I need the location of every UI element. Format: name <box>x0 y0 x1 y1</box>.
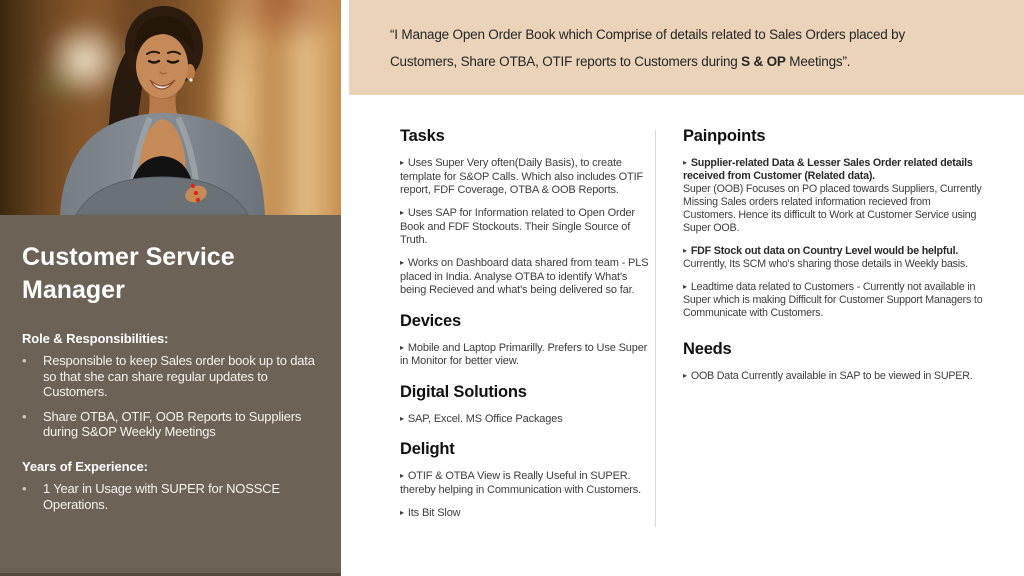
right-column <box>683 128 983 392</box>
digital-solution-item-text: SAP, Excel. MS Office Packages <box>407 412 563 425</box>
persona-title: Customer Service Manager <box>22 243 235 304</box>
arrow-bullet-icon: ▸ <box>400 158 404 167</box>
painpoint-item-bold: FDF Stock out data on Country Level would be helpful. <box>690 245 959 257</box>
painpoint-item-text: Currently, Its SCM who's sharing those details in Weekly basis. <box>683 258 968 270</box>
quote-part-before: “I Manage Open Order Book which Comprise of details related to Sales Orders placed by Customers, Share OTBA, OTIF reports to Customers during <box>390 27 906 69</box>
role-list <box>22 353 317 440</box>
arrow-bullet-icon: ▸ <box>400 471 404 480</box>
experience-item-text: 1 Year in Usage with SUPER for NOSSCE Operations. <box>43 481 280 512</box>
task-item-text: Uses Super Very often(Daily Basis), to create template for S&OP Calls. Which also includes OTIF report, FDF Coverage, OTBA & OOB Reports. <box>400 157 644 196</box>
nail-polish-icon <box>191 184 195 188</box>
device-item <box>400 341 653 369</box>
list-item <box>22 353 317 400</box>
painpoint-item-text: Leadtime data related to Customers - Currently not available in Super which is making Difficult for Customer Support Managers to Communicate with Customers. <box>683 281 983 319</box>
task-item <box>400 156 653 198</box>
arrow-bullet-icon: ▸ <box>683 282 687 291</box>
column-divider <box>655 130 656 527</box>
delight-item <box>400 506 653 521</box>
painpoint-item <box>683 280 983 320</box>
list-item <box>22 481 317 512</box>
section-heading-devices: Devices <box>400 311 461 330</box>
need-item-text: OOB Data Currently available in SAP to be viewed in SUPER. <box>690 370 973 382</box>
section-heading-needs: Needs <box>683 340 732 358</box>
dot-bullet-icon: • <box>22 408 27 424</box>
section-heading-painpoints: Painpoints <box>683 127 766 145</box>
task-item <box>400 206 653 248</box>
experience-heading: Years of Experience: <box>22 459 148 474</box>
task-item-text: Works on Dashboard data shared from team - PLS placed in India. Analyse OTBA to identify What's being Recieved and what's being delivered so far. <box>400 257 649 296</box>
nail-polish-icon <box>194 191 198 195</box>
task-item-text: Uses SAP for Information related to Open Order Book and FDF Stockouts. Their Single Source of Truth. <box>400 207 635 246</box>
experience-list <box>22 481 317 512</box>
nail-polish-icon <box>196 198 200 202</box>
delight-item-text: OTIF & OTBA View is Really Useful in SUPER. thereby helping in Communication with Customers. <box>400 470 642 496</box>
profile-panel <box>0 215 341 576</box>
painpoint-item-bold: Supplier-related Data & Lesser Sales Order related details received from Customer (Related data). <box>683 157 973 182</box>
earring-icon <box>189 78 192 81</box>
painpoint-item <box>683 156 983 235</box>
dot-bullet-icon: • <box>22 481 27 496</box>
quote-banner <box>349 0 1024 95</box>
role-item-text: Share OTBA, OTIF, OOB Reports to Suppliers during S&OP Weekly Meetings <box>43 408 302 439</box>
digital-solution-item <box>400 412 653 427</box>
arrow-bullet-icon: ▸ <box>683 371 687 380</box>
arrow-bullet-icon: ▸ <box>400 342 404 352</box>
quote-part-after: Meetings”. <box>785 54 851 69</box>
dot-bullet-icon: • <box>22 353 27 368</box>
left-column <box>400 128 653 529</box>
list-item <box>22 409 317 440</box>
arrow-bullet-icon: ▸ <box>683 246 687 255</box>
role-item-text: Responsible to keep Sales order book up to data so that she can share regular updates to Customers. <box>43 353 315 399</box>
painpoint-item <box>683 244 983 271</box>
profile-photo <box>0 0 341 215</box>
task-item <box>400 256 653 298</box>
quote-bold: S & OP <box>741 54 786 69</box>
section-heading-tasks: Tasks <box>400 127 445 145</box>
arrow-bullet-icon: ▸ <box>400 413 404 423</box>
device-item-text: Mobile and Laptop Primarilly. Prefers to Use Super in Monitor for better view. <box>400 341 648 367</box>
need-item <box>683 369 983 383</box>
arrow-bullet-icon: ▸ <box>683 158 687 167</box>
arrow-bullet-icon: ▸ <box>400 258 404 267</box>
painpoint-item-text: Super (OOB) Focuses on PO placed towards Suppliers, Currently Missing Sales orders related information recieved from Customers. Hence its difficult to Work at Customer Service using Super OOB. <box>683 183 982 234</box>
delight-item-text: Its Bit Slow <box>407 506 461 519</box>
arrow-bullet-icon: ▸ <box>400 208 404 217</box>
section-heading-digital-solutions: Digital Solutions <box>400 382 527 401</box>
delight-item <box>400 469 653 497</box>
section-heading-delight: Delight <box>400 440 455 458</box>
person-illustration <box>0 0 341 215</box>
arrow-bullet-icon: ▸ <box>400 507 404 517</box>
quote-text <box>390 21 975 75</box>
role-heading: Role & Responsibilities: <box>22 331 169 346</box>
